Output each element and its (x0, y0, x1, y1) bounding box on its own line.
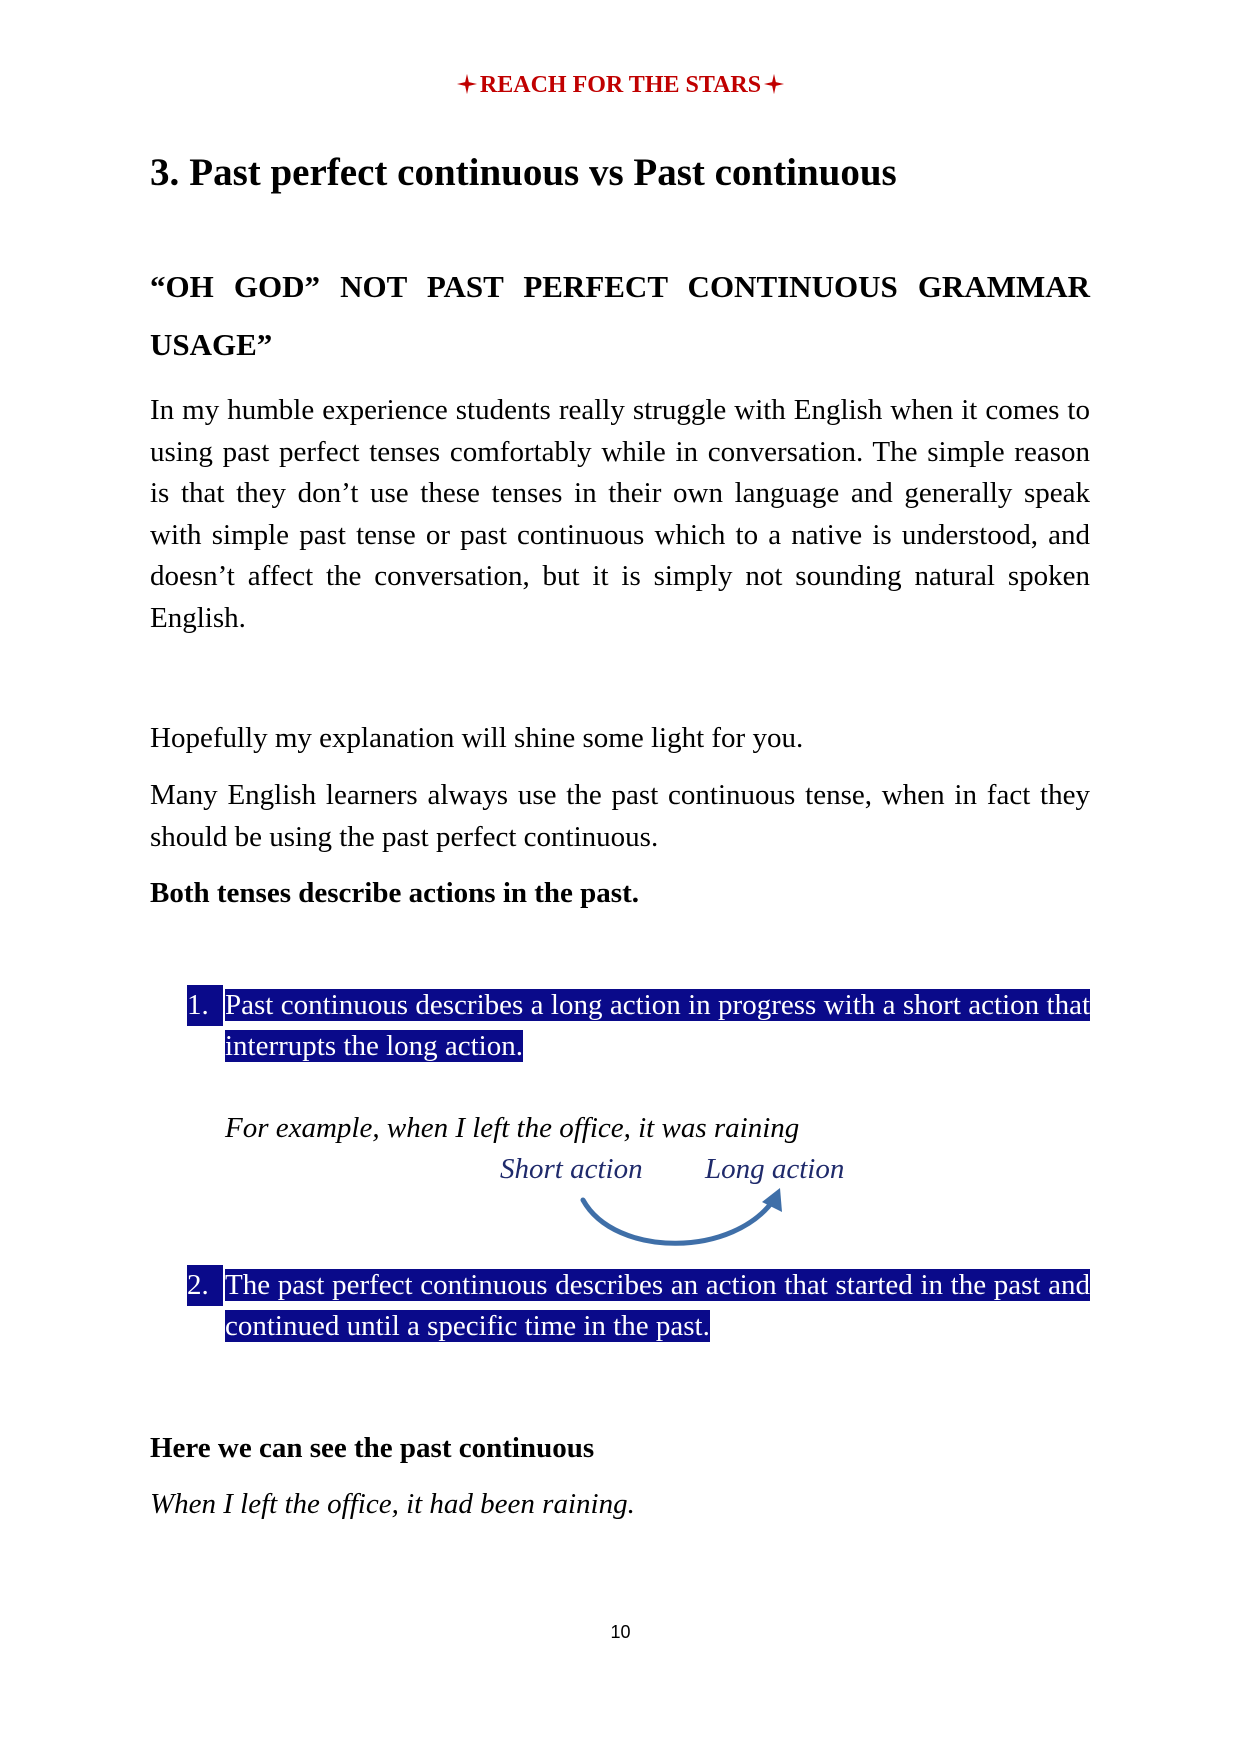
past-perfect-example: When I left the office, it had been raining. (150, 1488, 635, 1520)
running-header (0, 72, 1241, 99)
list-item-text: Past continuous describes a long action in progress with a short action that interrupts the long action. (225, 989, 1090, 1062)
example-sentence: For example, when I left the office, it was raining (225, 1112, 800, 1144)
section-title (150, 150, 1100, 197)
section-number: 3. (150, 151, 180, 194)
page-number: 10 (610, 1622, 631, 1642)
list-item (187, 1265, 1090, 1347)
long-action-label: Long action (705, 1153, 845, 1185)
four-point-star-icon (763, 73, 785, 95)
four-point-star-icon (456, 73, 478, 95)
list-item-text: The past perfect continuous describes an action that started in the past and continued until a specific time in the past. (225, 1269, 1090, 1342)
subheading: “OH GOD” NOT PAST PERFECT CONTINUOUS GRAMMAR USAGE” (150, 269, 1090, 362)
section-title-text: Past perfect continuous vs Past continuous (189, 151, 897, 194)
curved-arrow-icon (575, 1180, 805, 1260)
list-item (187, 985, 1090, 1067)
past-continuous-heading: Here we can see the past continuous (150, 1432, 595, 1464)
both-tenses-statement: Both tenses describe actions in the past. (150, 877, 639, 909)
hope-paragraph: Hopefully my explanation will shine some light for you. (150, 722, 804, 754)
short-action-label: Short action (500, 1153, 643, 1185)
list-item-number: 1. (187, 985, 223, 1026)
intro-paragraph: In my humble experience students really struggle with English when it comes to using past perfect tenses comfortably while in conversation. The simple reason is that they don’t use these tenses in their own language and generally speak with simple past tense or past continuous which to a native is understood, and doesn’t affect the conversation, but it is simply not sounding natural spoken English. (150, 394, 1090, 634)
list-item-number: 2. (187, 1265, 223, 1306)
learners-paragraph: Many English learners always use the past continuous tense, when in fact they should be using the past perfect continuous. (150, 779, 1090, 853)
brand-title: REACH FOR THE STARS (479, 72, 762, 98)
